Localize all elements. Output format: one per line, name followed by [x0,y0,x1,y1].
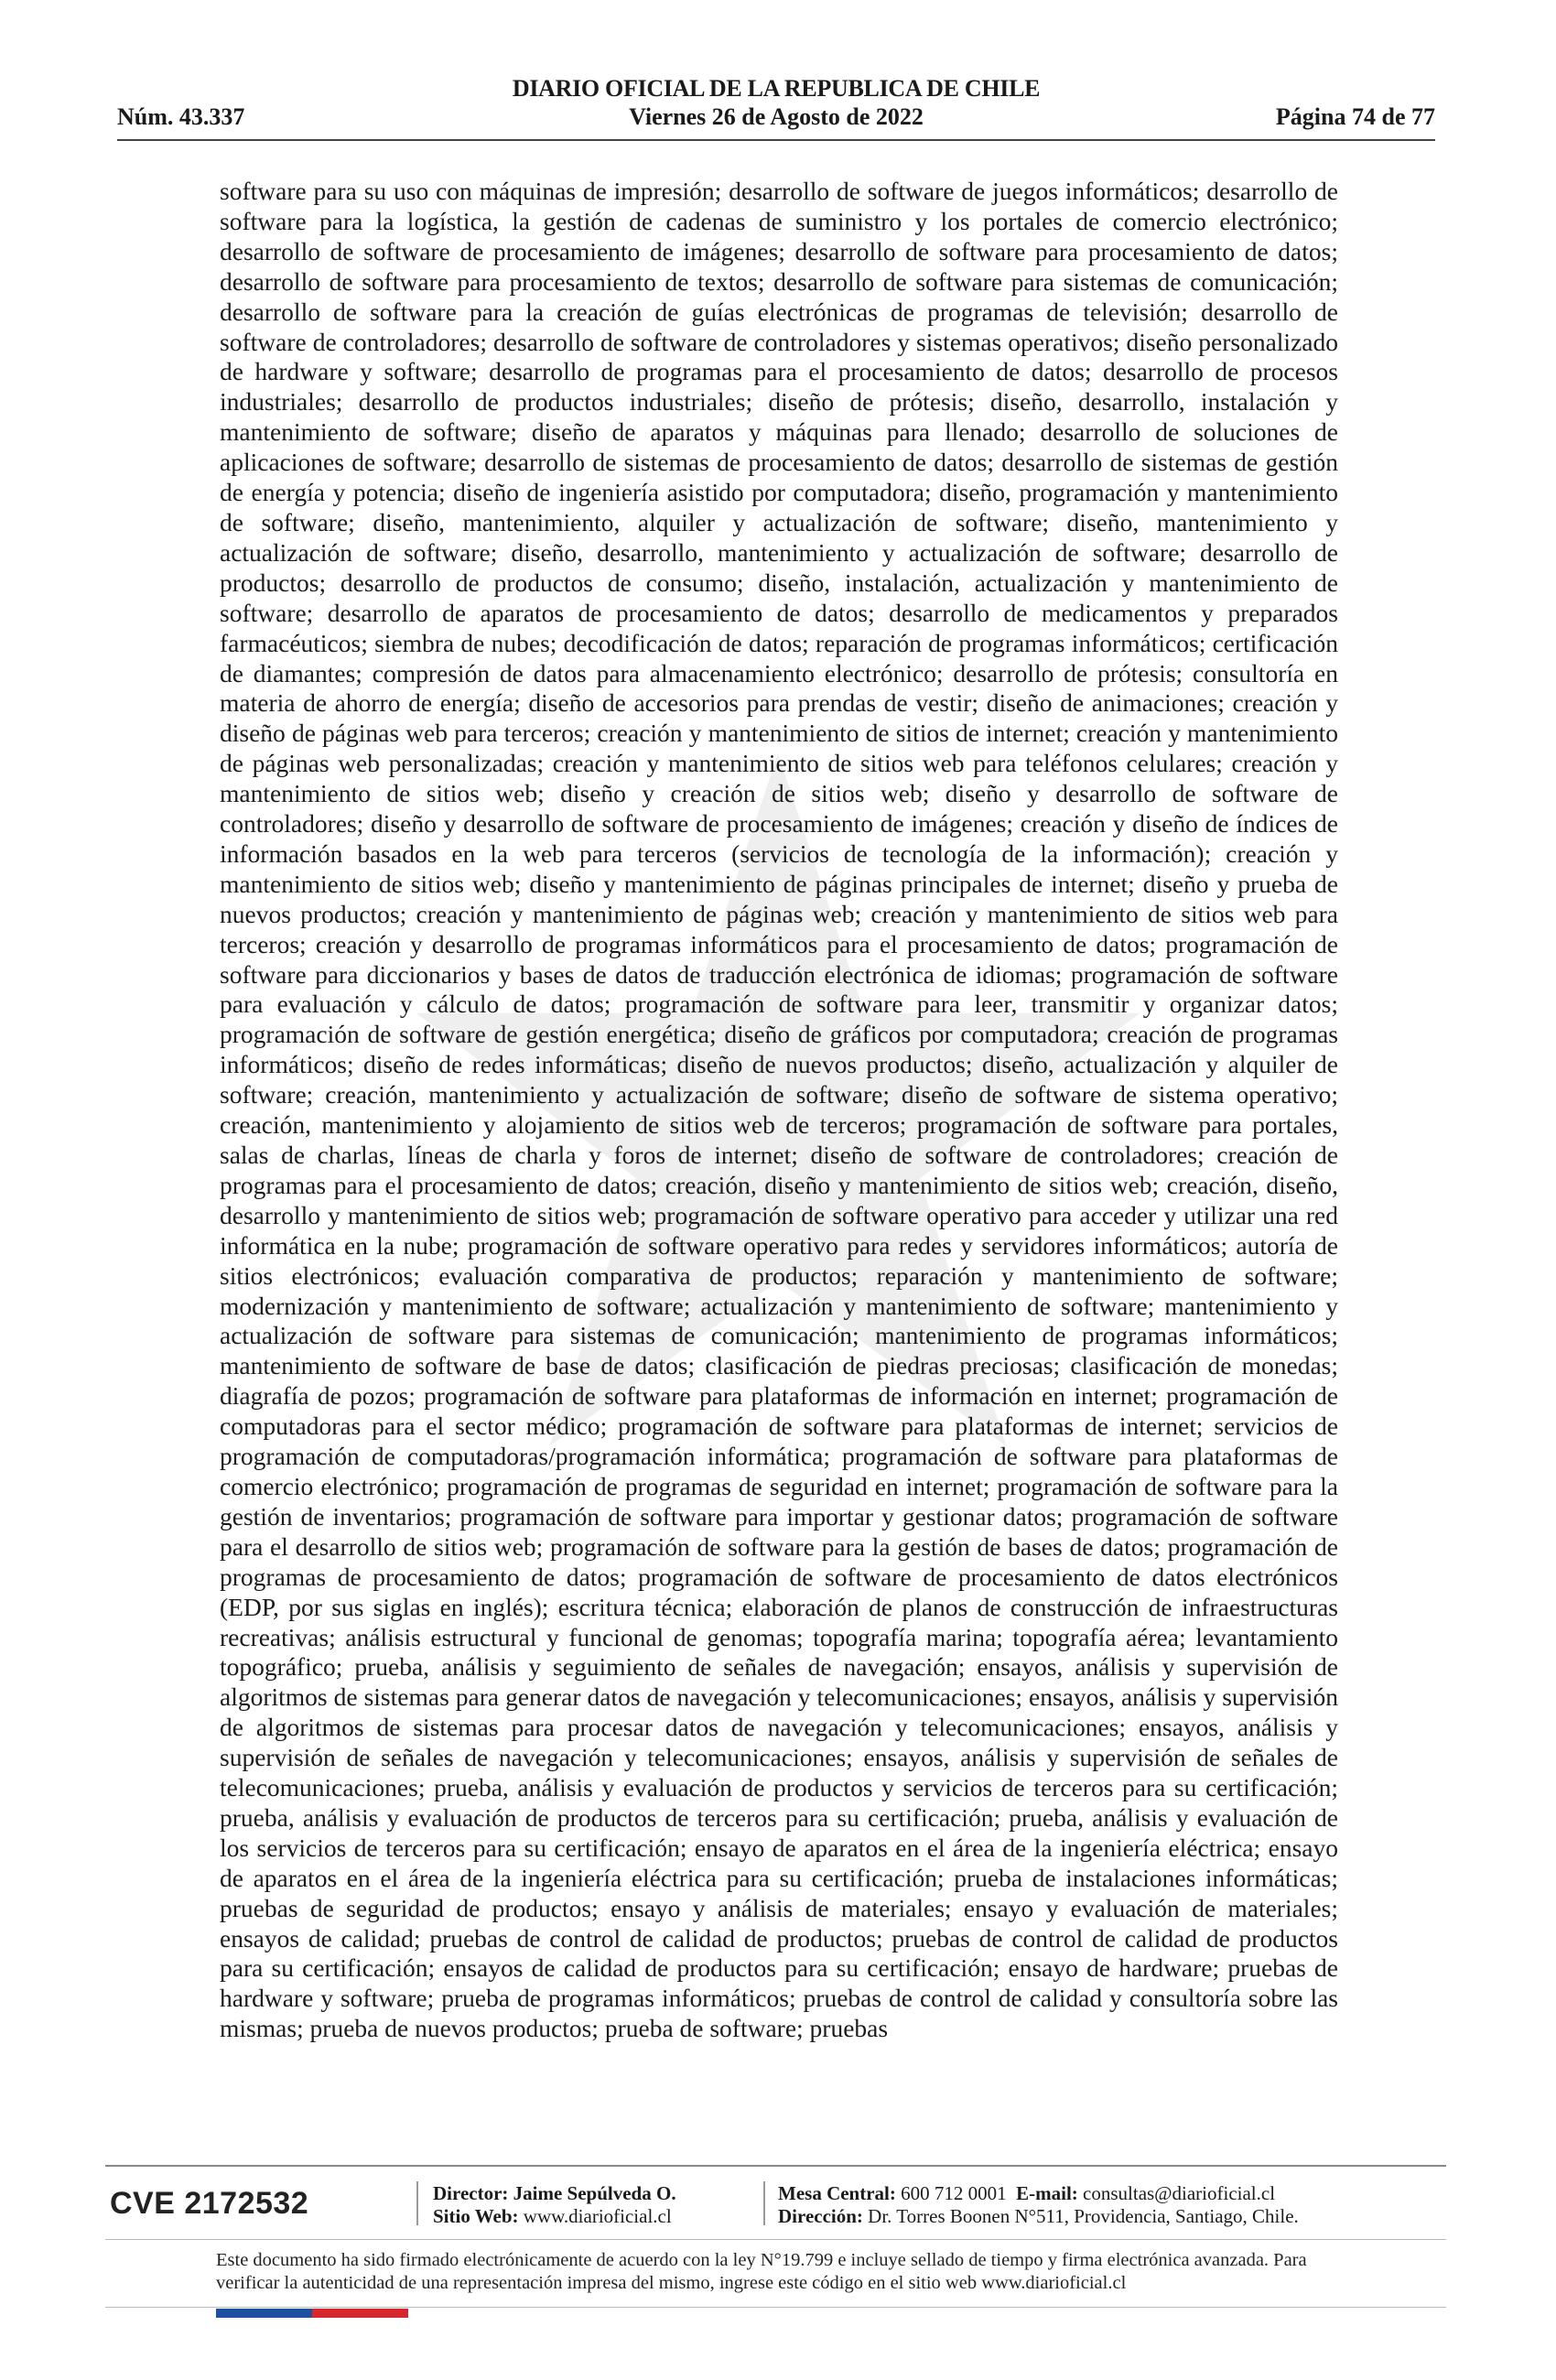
cve-code: CVE 2172532 [110,2186,309,2221]
publication-date: Viernes 26 de Agosto de 2022 [629,103,924,130]
issue-number: Núm. 43.337 [117,103,245,130]
footer-separator [416,2181,418,2225]
phone-value: 600 712 0001 [901,2182,1007,2204]
website-link[interactable]: www.diarioficial.cl [523,2205,672,2227]
email-label: E-mail: [1016,2182,1078,2204]
director-label: Director: [433,2182,509,2204]
flag-stripe [216,2309,408,2318]
footer-separator [763,2181,765,2225]
footer-top-divider [105,2165,1446,2167]
director-name: Jaime Sepúlveda O. [513,2182,676,2204]
header-divider [117,139,1435,141]
flag-red-segment [312,2309,408,2318]
phone-label: Mesa Central: [778,2182,896,2204]
footer-middle-divider [105,2239,1446,2240]
footer-bottom-divider [105,2307,1446,2308]
body-text: software para su uso con máquinas de impresión; desarrollo de software de juegos informáticos; desarrollo de software para la logística, la gestión de cadenas de suministro y los portales de comercio electrónico; desarrollo de software de procesamiento de imágenes; desarrollo de software para procesamiento de datos; desarrollo de software para procesamiento de textos; desarrollo de software para sistemas de comunicación; desarrollo de software para la creación de guías electrónicas de programas de televisión; desarrollo de software de controladores; desarrollo de software de controladores y sistemas operativos; diseño personalizado de hardware y software; desarrollo de programas para el procesamiento de datos; desarrollo de procesos industriales; desarrollo de productos industriales; diseño de prótesis; diseño, desarrollo, instalación y mantenimiento de software; diseño de aparatos y máquinas para llenado; desarrollo de soluciones de aplicaciones de software; desarrollo de sistemas de procesamiento de datos; desarrollo de sistemas de gestión de energía y potencia; diseño de ingeniería asistido por computadora; diseño, programación y mantenimiento de software; diseño, mantenimiento, alquiler y actualización de software; diseño, mantenimiento y actualización de software; diseño, desarrollo, mantenimiento y actualización de software; desarrollo de productos; desarrollo de productos de consumo; diseño, instalación, actualización y mantenimiento de software; desarrollo de aparatos de procesamiento de datos; desarrollo de medicamentos y preparados farmacéuticos; siembra de nubes; decodificación de datos; reparación de programas informáticos; certificación de diamantes; compresión de datos para almacenamiento electrónico; desarrollo de prótesis; consultoría en materia de ahorro de energía; diseño de accesorios para prendas de vestir; diseño de animaciones; creación y diseño de páginas web para terceros; creación y mantenimiento de sitios de internet; creación y mantenimiento de páginas web personalizadas; creación y mantenimiento de sitios web para teléfonos celulares; creación y mantenimiento de sitios web; diseño y creación de sitios web; diseño y desarrollo de software de controladores; diseño y desarrollo de software de procesamiento de imágenes; creación y diseño de índices de información basados en la web para terceros (servicios de tecnología de la información); creación y mantenimiento de sitios web; diseño y mantenimiento de páginas principales de internet; diseño y prueba de nuevos productos; creación y mantenimiento de páginas web; creación y mantenimiento de sitios web para terceros; creación y desarrollo de programas informáticos para el procesamiento de datos; programación de software para diccionarios y bases de datos de traducción electrónica de idiomas; programación de software para evaluación y cálculo de datos; programación de software para leer, transmitir y organizar datos; programación de software de gestión energética; diseño de gráficos por computadora; creación de programas informáticos; diseño de redes informáticas; diseño de nuevos productos; diseño, actualización y alquiler de software; creación, mantenimiento y actualización de software; diseño de software de sistema operativo; creación, mantenimiento y alojamiento de sitios web de terceros; programación de software para portales, salas de charlas, líneas de charla y foros de internet; diseño de software de controladores; creación de programas para el procesamiento de datos; creación, diseño y mantenimiento de sitios web; creación, diseño, desarrollo y mantenimiento de sitios web; programación de software operativo para acceder y utilizar una red informática en la nube; programación de software operativo para redes y servidores informáticos; autoría de sitios electrónicos; evaluación comparativa de productos; reparación y mantenimiento de software; modernización y mantenimiento de software; actualización y mantenimiento de software; mantenimiento y actualización de software para sistemas de comunicación; mantenimiento de programas informáticos; mantenimiento de software de base de datos; clasificación de piedras preciosas; clasificación de monedas; diagrafía de pozos; programación de software para plataformas de información en internet; programación de computadoras para el sector médico; programación de software para plataformas de internet; servicios de programación de computadoras/programación informática; programación de software para plataformas de comercio electrónico; programación de programas de seguridad en internet; programación de software para la gestión de inventarios; programación de software para importar y gestionar datos; programación de software para el desarrollo de sitios web; programación de software para la gestión de bases de datos; programación de programas de procesamiento de datos; programación de software de procesamiento de datos electrónicos (EDP, por sus siglas en inglés); escritura técnica; elaboración de planos de construcción de infraestructuras recreativas; análisis estructural y funcional de genomas; topografía marina; topografía aérea; levantamiento topográfico; prueba, análisis y seguimiento de señales de navegación; ensayos, análisis y supervisión de algoritmos de sistemas para generar datos de navegación y telecomunicaciones; ensayos, análisis y supervisión de algoritmos de sistemas para procesar datos de navegación y telecomunicaciones; ensayos, análisis y supervisión de señales de navegación y telecomunicaciones; ensayos, análisis y supervisión de señales de telecomunicaciones; prueba, análisis y evaluación de productos y servicios de terceros para su certificación; prueba, análisis y evaluación de productos de terceros para su certificación; prueba, análisis y evaluación de los servicios de terceros para su certificación; ensayo de aparatos en el área de la ingeniería eléctrica; ensayo de aparatos en el área de la ingeniería eléctrica para su certificación; prueba de instalaciones informáticas; pruebas de seguridad de productos; ensayo y análisis de materiales; ensayo y evaluación de materiales; ensayos de calidad; pruebas de control de calidad de productos; pruebas de control de calidad de productos para su certificación; ensayos de calidad de productos para su certificación; ensayo de hardware; pruebas de hardware y software; prueba de programas informáticos; pruebas de control de calidad y consultoría sobre las mismas; prueba de nuevos productos; prueba de software; pruebas [220,177,1338,2043]
flag-blue-segment [216,2309,312,2318]
address-value: Dr. Torres Boonen N°511, Providencia, Santiago, Chile. [868,2205,1299,2227]
website-label: Sitio Web: [433,2205,519,2227]
publication-title: DIARIO OFICIAL DE LA REPUBLICA DE CHILE [512,75,1041,102]
address-label: Dirección: [778,2205,863,2227]
page-header [117,75,1435,139]
page-number: Página 74 de 77 [1275,103,1435,130]
legal-notice: Este documento ha sido firmado electrónicamente de acuerdo con la ley N°19.799 e incluye sellado de tiempo y firma electrónica avanzada. Para verificar la autenticidad de una representación impresa del mismo, ingrese este código en el sitio web www.diarioficial.cl [216,2250,1307,2293]
email-link[interactable]: consultas@diarioficial.cl [1083,2182,1276,2204]
contact-info [778,2182,1299,2228]
director-info [433,2182,676,2228]
header-center [117,75,1435,132]
